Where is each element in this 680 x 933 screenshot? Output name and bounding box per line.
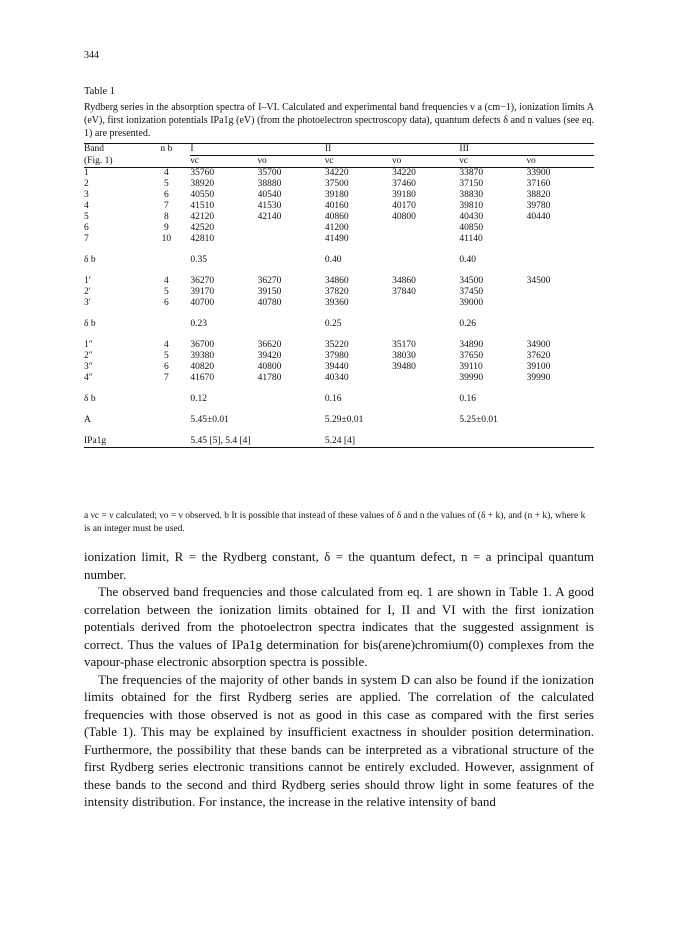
band-label: 3: [84, 190, 89, 200]
frequency-value: 39420: [257, 351, 282, 361]
table-cell: [142, 415, 190, 426]
header-sub: νo: [257, 156, 267, 166]
header-n: n b: [160, 144, 173, 154]
frequency-value: [527, 223, 594, 234]
delta-row-label: δ b: [84, 255, 96, 265]
frequency-value: 39000: [459, 298, 484, 308]
frequency-value: [527, 298, 594, 309]
frequency-value: 34860: [324, 276, 349, 286]
frequency-value: 37820: [324, 287, 349, 297]
band-label: 4: [84, 201, 89, 211]
frequency-value: 34860: [392, 276, 416, 286]
n-value: 4: [163, 168, 169, 178]
n-value: 8: [163, 212, 169, 222]
table-row: [84, 179, 594, 190]
frequency-value: [392, 223, 459, 234]
header-sub: νo: [526, 156, 536, 166]
frequency-value: 40800: [392, 212, 416, 222]
frequency-value: 36270: [190, 276, 215, 286]
delta-row-value: 0.40: [459, 255, 477, 265]
header-sub: νo: [392, 156, 402, 166]
table-caption: Rydberg series in the absorption spectra of I–VI. Calculated and experimental band frequencies ν a (cm−1), ionization limits A (eV), first ionization potentials IPa1g (eV) (from the photoelectron spectroscopy data), quantum defects δ and n values (see eq. 1) are presented.: [84, 102, 594, 139]
frequency-value: 40340: [324, 373, 349, 383]
frequency-value: 35700: [257, 168, 282, 178]
n-value: 5: [163, 179, 169, 189]
frequency-value: 41200: [324, 223, 349, 233]
frequency-value: 39150: [257, 287, 282, 297]
frequency-value: 40550: [190, 190, 215, 200]
delta-row-label: δ b: [84, 394, 96, 404]
frequency-value: 40860: [324, 212, 349, 222]
header-group-II: II: [325, 144, 460, 156]
band-label: 5: [84, 212, 89, 222]
n-value: 7: [163, 373, 169, 383]
delta-row-value: 0.40: [324, 255, 342, 265]
frequency-value: 39480: [392, 362, 416, 372]
delta-row: [84, 394, 594, 405]
delta-row-value: 0.12: [190, 394, 208, 404]
table-footnote: a νc = ν calculated; νo = ν observed. b It is possible that instead of these values of δ and n the values of (δ + k), and (n + k), where k is an integer must be used.: [84, 511, 586, 534]
delta-row-value: 0.25: [324, 319, 342, 329]
n-value: 5: [163, 351, 169, 361]
frequency-value: 38880: [257, 179, 282, 189]
table-cell: [142, 394, 190, 405]
table-row: [84, 340, 594, 351]
table-row: [84, 168, 594, 180]
body-text: [84, 548, 594, 811]
ionization-limit-row: [84, 415, 594, 426]
frequency-value: 41670: [190, 373, 215, 383]
frequency-value: 40700: [190, 298, 215, 308]
band-label: 2: [84, 179, 89, 189]
paragraph: The observed band frequencies and those calculated from eq. 1 are shown in Table 1. A good correlation between the ionization limits obtained for I, II and VI with the first ionization potentials derived from the photoelectron spectra indicates that the suggested assignment is correct. Thus the values of IPa1g determination for bis(arene)chromium(0) complexes from the vapour-phase electronic absorption spectra is possible.: [84, 584, 594, 669]
frequency-value: 40780: [257, 298, 282, 308]
frequency-value: 34500: [526, 276, 551, 286]
frequency-value: 40800: [257, 362, 282, 372]
frequency-value: 38820: [526, 190, 551, 200]
ionization-potential-row-value: 5.24 [4]: [324, 436, 355, 446]
frequency-value: [258, 234, 325, 245]
n-value: 6: [163, 362, 169, 372]
frequency-value: 41140: [459, 234, 483, 244]
frequency-value: 39180: [324, 190, 349, 200]
ionization-limit-row-value: 5.45±0.01: [190, 415, 229, 425]
frequency-value: 39780: [526, 201, 551, 211]
n-value: 6: [163, 190, 169, 200]
table-cell: [142, 436, 190, 448]
frequency-value: 40430: [459, 212, 484, 222]
frequency-value: 37160: [526, 179, 551, 189]
frequency-value: 35760: [190, 168, 215, 178]
n-value: 5: [163, 287, 169, 297]
band-label: 2′: [84, 287, 91, 297]
frequency-value: 39440: [324, 362, 349, 372]
n-value: 6: [163, 298, 169, 308]
delta-row: [84, 319, 594, 330]
band-label: 4″: [84, 373, 93, 383]
frequency-value: 35170: [392, 340, 416, 350]
ionization-potential-row-value: 5.45 [5], 5.4 [4]: [190, 436, 251, 446]
frequency-value: 42810: [190, 234, 215, 244]
frequency-value: [527, 287, 594, 298]
delta-row-label: δ b: [84, 319, 96, 329]
header-sub: νc: [324, 156, 334, 166]
page-number: 344: [84, 50, 99, 61]
band-label: 3″: [84, 362, 93, 372]
table-row: [84, 276, 594, 287]
frequency-value: [392, 234, 459, 245]
frequency-value: 40440: [526, 212, 551, 222]
frequency-value: 39170: [190, 287, 215, 297]
frequency-value: 39810: [459, 201, 484, 211]
header-group-I: I: [190, 144, 325, 156]
table-row: [84, 234, 594, 245]
band-label: 1′: [84, 276, 91, 286]
table-row: [84, 373, 594, 384]
frequency-value: 40160: [324, 201, 349, 211]
frequency-value: 34890: [459, 340, 484, 350]
n-value: 4: [163, 340, 169, 350]
frequency-value: 41780: [257, 373, 282, 383]
band-label: 3′: [84, 298, 91, 308]
delta-row-value: 0.26: [459, 319, 477, 329]
frequency-value: 39180: [392, 190, 416, 200]
frequency-value: 40850: [459, 223, 484, 233]
table-cell: [142, 319, 190, 330]
delta-row-value: 0.16: [324, 394, 342, 404]
ionization-limit-row-value: 5.29±0.01: [324, 415, 364, 425]
frequency-value: 39100: [526, 362, 551, 372]
table-row: [84, 212, 594, 223]
frequency-value: 37840: [392, 287, 416, 297]
header-sub: νc: [459, 156, 468, 166]
table-cell: [142, 255, 190, 266]
table-row: [84, 351, 594, 362]
frequency-value: 39360: [324, 298, 349, 308]
header-group-III: III: [459, 144, 594, 156]
band-label: 6: [84, 223, 89, 233]
table-row: [84, 362, 594, 373]
n-value: 4: [163, 276, 169, 286]
n-value: 10: [161, 234, 172, 244]
frequency-value: 34220: [392, 168, 416, 178]
n-value: 7: [163, 201, 169, 211]
frequency-value: [527, 234, 594, 245]
ionization-limit-row-label: A: [84, 415, 91, 425]
frequency-value: 38030: [392, 351, 416, 361]
table-row: [84, 298, 594, 309]
frequency-value: 42520: [190, 223, 215, 233]
frequency-value: [392, 373, 459, 384]
ionization-potential-row: [84, 436, 594, 448]
frequency-value: 37650: [459, 351, 484, 361]
frequency-value: 39380: [190, 351, 215, 361]
n-value: 9: [163, 223, 169, 233]
table-title: Table 1: [84, 86, 116, 97]
frequency-value: 42120: [190, 212, 215, 222]
frequency-value: 34500: [459, 276, 484, 286]
ionization-limit-row-value: 5.25±0.01: [459, 415, 498, 425]
frequency-value: 37150: [459, 179, 484, 189]
frequency-value: 33870: [459, 168, 484, 178]
frequency-value: 42140: [257, 212, 282, 222]
frequency-value: 41530: [257, 201, 282, 211]
frequency-value: 37450: [459, 287, 484, 297]
paragraph: ionization limit, R = the Rydberg constant, δ = the quantum defect, n = a principal quantum number.: [84, 549, 594, 582]
frequency-value: 37460: [392, 179, 416, 189]
header-band-sub: (Fig. 1): [84, 155, 113, 166]
delta-row: [84, 255, 594, 266]
ionization-potential-row-label: IPa1g: [84, 436, 107, 446]
frequency-value: 37620: [526, 351, 551, 361]
frequency-value: [258, 223, 325, 234]
table-row: [84, 287, 594, 298]
ionization-potential-row-value: [459, 436, 594, 448]
header-band: Band: [84, 144, 105, 154]
frequency-value: 41510: [190, 201, 215, 211]
frequency-value: 41490: [324, 234, 349, 244]
frequency-value: 34220: [324, 168, 349, 178]
frequency-value: 40540: [257, 190, 282, 200]
frequency-value: 39110: [459, 362, 483, 372]
table-row: [84, 190, 594, 201]
frequency-value: 36620: [257, 340, 282, 350]
delta-row-value: 0.35: [190, 255, 208, 265]
table-row: [84, 201, 594, 212]
band-label: 1″: [84, 340, 93, 350]
frequency-value: 33900: [526, 168, 551, 178]
table-row: [84, 223, 594, 234]
frequency-value: 39990: [526, 373, 551, 383]
band-label: 7: [84, 234, 89, 244]
band-label: 2″: [84, 351, 93, 361]
band-label: 1: [84, 168, 89, 178]
frequency-value: 38830: [459, 190, 484, 200]
frequency-value: 36700: [190, 340, 215, 350]
frequency-value: 40820: [190, 362, 215, 372]
frequency-value: 39990: [459, 373, 484, 383]
frequency-value: 34900: [526, 340, 551, 350]
frequency-value: 37500: [324, 179, 349, 189]
frequency-value: 36270: [257, 276, 282, 286]
header-sub: νc: [190, 156, 199, 166]
paragraph: The frequencies of the majority of other bands in system D can also be found if the ionization limits obtained for the first Rydberg series are applied. The correlation of the calculated frequencies with those observed is not as good in this case as compared with the first series (Table 1). This may be explained by insufficient exactness in shoulder position determination. Furthermore, the possibility that these bands can be interpreted as a vibrational structure of the first Rydberg series electronic transitions cannot be entirely excluded. However, assignment of these bands to the second and third Rydberg series should throw light in some features of the intensity distribution. For instance, the increase in the relative intensity of band: [84, 671, 594, 809]
frequency-value: 40170: [392, 201, 416, 211]
delta-row-value: 0.16: [459, 394, 477, 404]
frequency-value: 35220: [324, 340, 349, 350]
frequency-value: 37980: [324, 351, 349, 361]
frequency-value: 38920: [190, 179, 215, 189]
delta-row-value: 0.23: [190, 319, 208, 329]
frequency-value: [392, 298, 459, 309]
rydberg-table: [84, 143, 594, 448]
